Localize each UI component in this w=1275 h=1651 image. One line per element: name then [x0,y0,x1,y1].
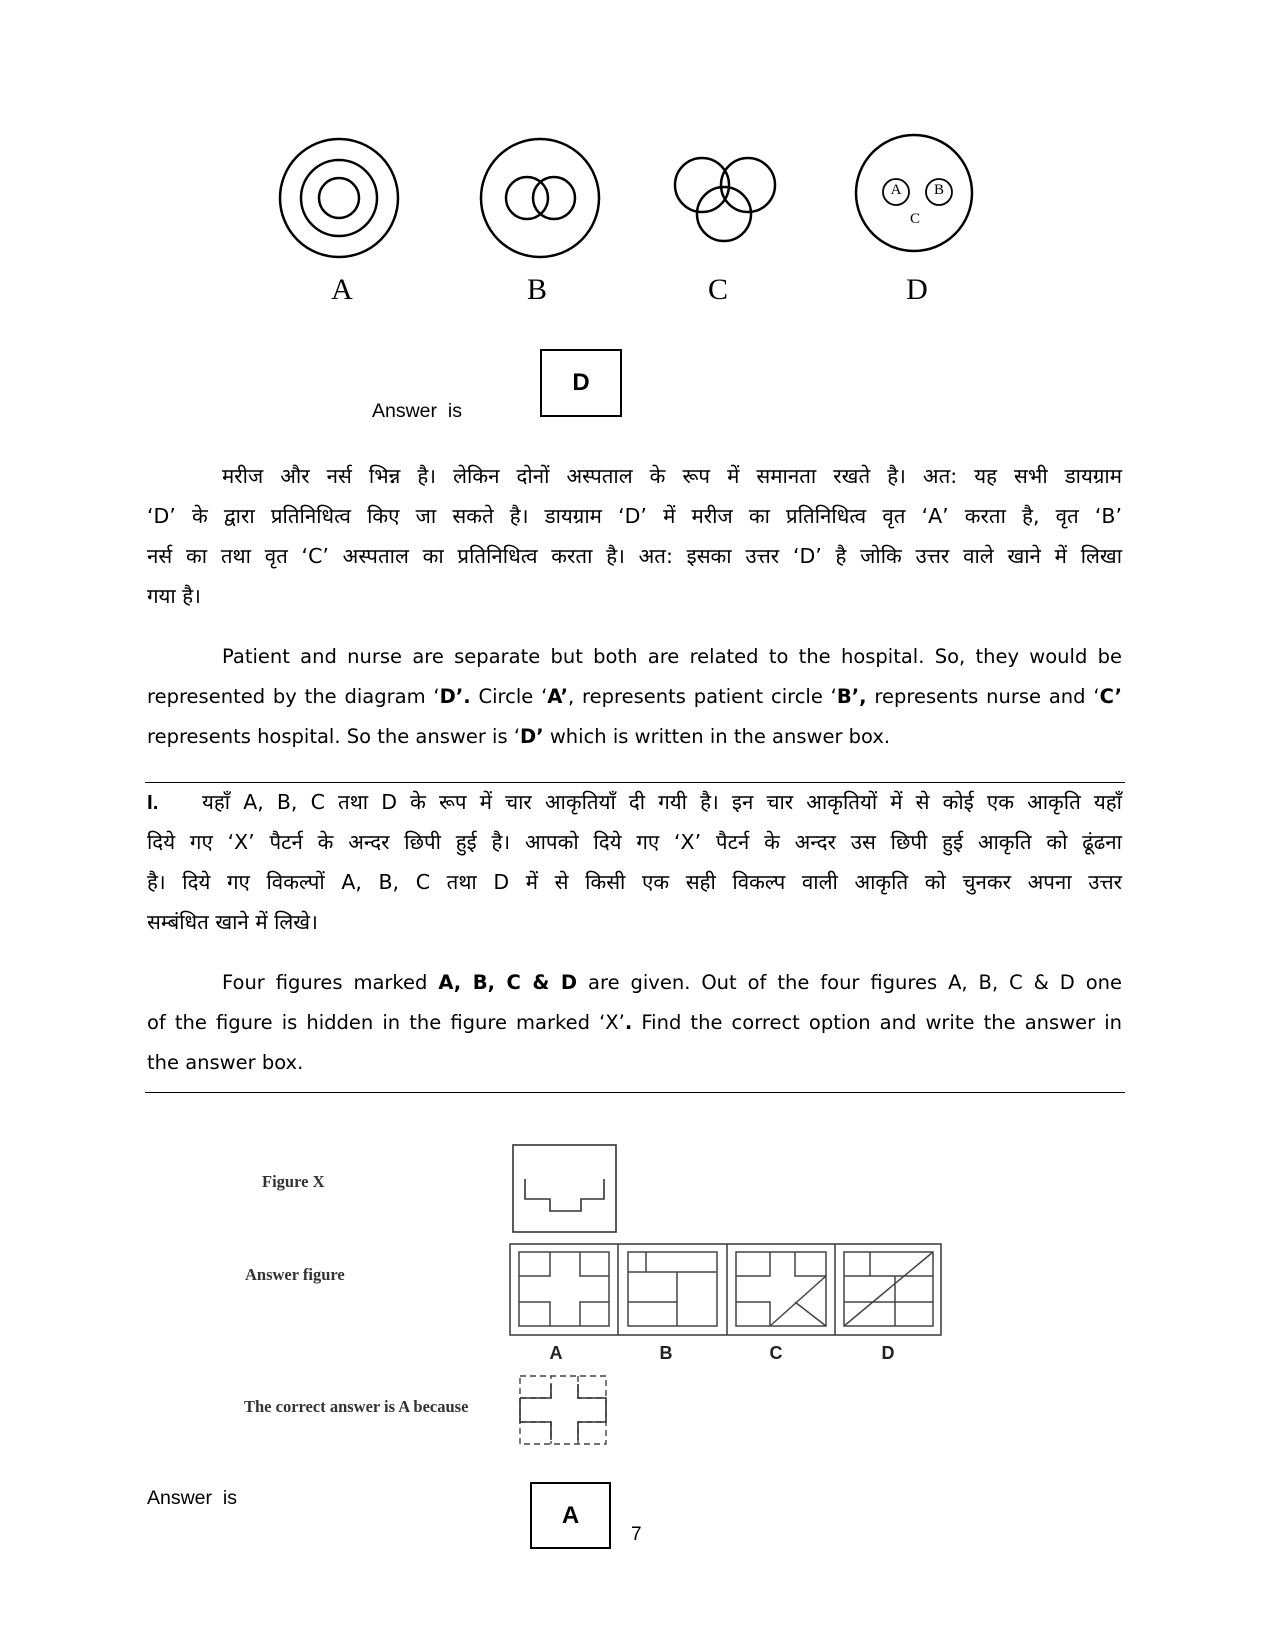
answer-label: Answer is [372,400,462,422]
option-d-figure [844,1252,933,1326]
venn-diagrams [0,0,1275,260]
option-label-c: C [769,1343,783,1363]
text: represents nurse and ‘ [866,685,1100,708]
because-solid-highlight [520,1384,606,1440]
option-a-figure [519,1252,609,1326]
section-number: I. [147,791,159,814]
answer-label: Answer is [147,1487,237,1509]
option-b-figure [628,1252,717,1326]
section-i-hindi [147,782,1122,942]
text: represented by the diagram ‘ [147,685,440,708]
english-explanation [147,637,1122,757]
english-explanation-line: Patient and nurse are separate but both are related to the hospital. So, they would be [222,645,1122,668]
english-explanation-line [147,717,1122,757]
option-c-figure [736,1252,826,1326]
emphasis: A’ [547,685,569,708]
hindi-explanation-line: गया है। [147,584,201,608]
venn-label-a: A [331,273,353,306]
section-divider-bottom [145,1092,1125,1093]
page-number: 7 [631,1524,642,1545]
section-i-english-line [147,1003,1122,1043]
venn-d-inner-label-c: C [909,211,920,227]
venn-a-concentric [280,139,398,257]
venn-d-inner-label-a: A [890,182,902,198]
text: of the figure is hidden in the figure marked ‘X’ [147,1011,625,1034]
venn-label-c: C [707,273,728,306]
emphasis: B’, [836,685,867,708]
answer-box: D [540,349,622,417]
text: are given. Out of the four figures A, B, C & D one [577,971,1123,994]
section-i-hindi-line: है। दिये गए विकल्पों A, B, C तथा D में से किसी एक सही विकल्प वाली आकृति को चुनकर अपना उत्तर [147,870,1122,894]
figure-graphics [0,1130,1275,1460]
section-i-hindi-line: दिये गए ‘X’ पैटर्न के अन्दर छिपी हुई है। आपको दिये गए ‘X’ पैटर्न के अन्दर उस छिपी हुई आकृति को ढूंढना [147,830,1122,854]
venn-d-separate-inside [856,135,972,251]
venn-c-three-intersecting [675,158,775,241]
because-dashed-figure [520,1376,606,1444]
venn-b-overlap-inside [481,139,599,257]
text: Find the correct option and write the answer in [632,1011,1122,1034]
emphasis: D’ [520,725,544,748]
option-label-a: A [549,1343,563,1363]
text: represents hospital. So the answer is ‘ [147,725,521,748]
section-i-hindi-line: सम्बंधित खाने में लिखे। [147,910,318,934]
venn-d-inner-label-b: B [933,182,944,198]
hindi-explanation-line: ‘D’ के द्वारा प्रतिनिधित्व किए जा सकते है। डायग्राम ‘D’ में मरीज का प्रतिनिधित्व वृत ‘A’ करता है, वृत ‘B’ [147,504,1122,528]
answer-box: A [530,1482,611,1549]
emphasis: D’. [439,685,471,708]
hindi-explanation-line: मरीज और नर्स भिन्न है। लेकिन दोनों अस्पताल के रूप में समानता रखते है। अत: यह सभी डायग्राम [222,464,1122,488]
hindi-explanation-line: नर्स का तथा वृत ‘C’ अस्पताल का प्रतिनिधित्व करता है। अत: इसका उत्तर ‘D’ है जोकि उत्तर वाले खाने में लिखा [147,544,1122,568]
figure-x-label: Figure X [262,1172,325,1191]
figure-x [513,1145,616,1232]
text: Circle ‘ [470,685,548,708]
answer-figure-label: Answer figure [245,1265,345,1284]
text: Four figures marked [222,971,439,994]
venn-label-d: D [906,273,928,306]
section-i-english-line: the answer box. [147,1051,304,1074]
option-label-b: B [659,1343,673,1363]
emphasis: . [624,1011,633,1034]
answer-figure-strip [510,1244,941,1335]
text: which is written in the answer box. [543,725,891,748]
option-label-d: D [881,1343,895,1363]
english-explanation-line [147,677,1122,717]
text: यहाँ A, B, C तथा D के रूप में चार आकृतियाँ दी गयी है। इन चार आकृतियों में से कोई एक आकृति यहाँ [202,790,1122,814]
because-label: The correct answer is A because [244,1397,469,1416]
venn-label-b: B [526,273,547,306]
section-i-english-line [147,963,1122,1003]
hindi-explanation [147,456,1122,616]
section-i-hindi-line [147,782,1122,822]
emphasis: C’ [1099,685,1123,708]
text: , represents patient circle ‘ [568,685,837,708]
emphasis: A, B, C & D [438,971,578,994]
section-i-english [147,963,1122,1083]
